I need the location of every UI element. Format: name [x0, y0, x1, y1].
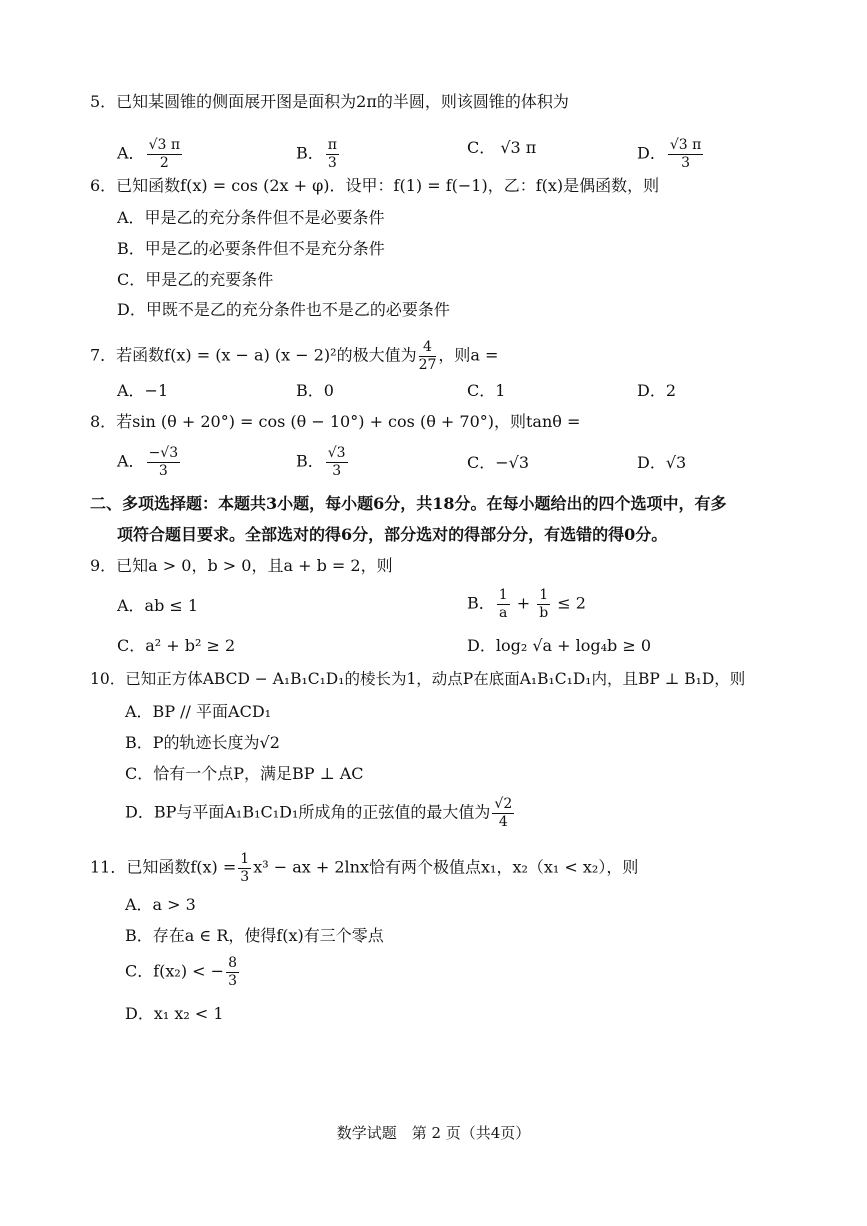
q11-option-c: C．f(x₂) < − $\frac{8}{3}$: [125, 955, 237, 989]
q7-option-d: D．2: [637, 381, 677, 400]
q6-option-b: B．甲是乙的必要条件但不是充分条件: [117, 239, 385, 258]
q10-option-d: D．BP与平面A₁B₁C₁D₁所成角的正弦值的最大值为 $\frac{√2}{4}$: [125, 796, 513, 830]
q5-option-c: C． √3 π: [467, 138, 537, 157]
q6-option-d: D．甲既不是乙的充分条件也不是乙的必要条件: [117, 300, 450, 319]
q11-option-a: A．a > 3: [125, 895, 196, 914]
q11-option-b: B．存在a ∈ R，使得f(x)有三个零点: [125, 926, 384, 945]
q11-option-d: D．x₁ x₂ < 1: [125, 1004, 224, 1023]
q5-option-b: B． $\frac{\pi}{3}$: [296, 137, 337, 171]
q5-option-a: A． $\frac{√3 \pi}{2}$: [117, 137, 181, 171]
q7-option-c: C．1: [467, 381, 506, 400]
q9-option-b: B． $\frac{1}{a}$ + $\frac{1}{b}$ ≤ 2: [467, 587, 586, 621]
q10-option-b: B．P的轨迹长度为√2: [125, 733, 280, 752]
q5-stem: 5．已知某圆锥的侧面展开图是面积为2π的半圆，则该圆锥的体积为: [90, 92, 569, 111]
q9-option-d: D．log₂ √a + log₄b ≥ 0: [467, 636, 652, 655]
q8-option-b: B． $\frac{√3}{3}$: [296, 445, 346, 479]
q5-option-d: D． $\frac{√3 \pi}{3}$: [637, 137, 702, 171]
q6-option-c: C．甲是乙的充要条件: [117, 270, 274, 289]
q10-stem: 10．已知正方体ABCD − A₁B₁C₁D₁的棱长为1，动点P在底面A₁B₁C₁D₁内，且BP ⊥ B₁D，则: [90, 670, 746, 688]
q9-stem: 9．已知a > 0，b > 0，且a + b = 2，则: [90, 556, 393, 575]
section2-line1: 二、多项选择题：本题共3小题，每小题6分，共18分。在每小题给出的四个选项中，有多: [90, 494, 727, 513]
q10-option-c: C．恰有一个点P，满足BP ⊥ AC: [125, 764, 364, 783]
section2-line2: 项符合题目要求。全部选对的得6分，部分选对的得部分分，有选错的得0分。: [117, 525, 668, 544]
q8-option-d: D．√3: [637, 453, 687, 472]
q11-stem: 11．已知函数f(x) = $\frac{1}{3}$ x³ − ax + 2lnx恰有两个极值点x₁，x₂（x₁ < x₂），则: [90, 851, 639, 885]
q7-option-a: A．−1: [117, 381, 169, 400]
q6-option-a: A．甲是乙的充分条件但不是必要条件: [117, 208, 385, 227]
q6-stem: 6．已知函数f(x) = cos (2x + φ)．设甲：f(1) = f(−1)，乙：f(x)是偶函数，则: [90, 176, 660, 195]
q7-option-b: B．0: [296, 381, 334, 400]
q7-stem: 7．若函数f(x) = (x − a) (x − 2)²的极大值为 $\frac{4}{27}$ ，则a =: [90, 339, 499, 373]
q9-option-c: C．a² + b² ≥ 2: [117, 636, 236, 655]
q10-option-a: A．BP // 平面ACD₁: [125, 702, 272, 721]
q8-option-a: A． $\frac{-√3}{3}$: [117, 445, 179, 479]
q9-option-a: A．ab ≤ 1: [117, 596, 199, 615]
page-footer: 数学试题 第 2 页（共4页）: [336, 1124, 531, 1142]
q8-option-c: C．−√3: [467, 453, 530, 472]
q8-stem: 8．若sin (θ + 20°) = cos (θ − 10°) + cos (θ + 70°)，则tanθ =: [90, 412, 581, 431]
